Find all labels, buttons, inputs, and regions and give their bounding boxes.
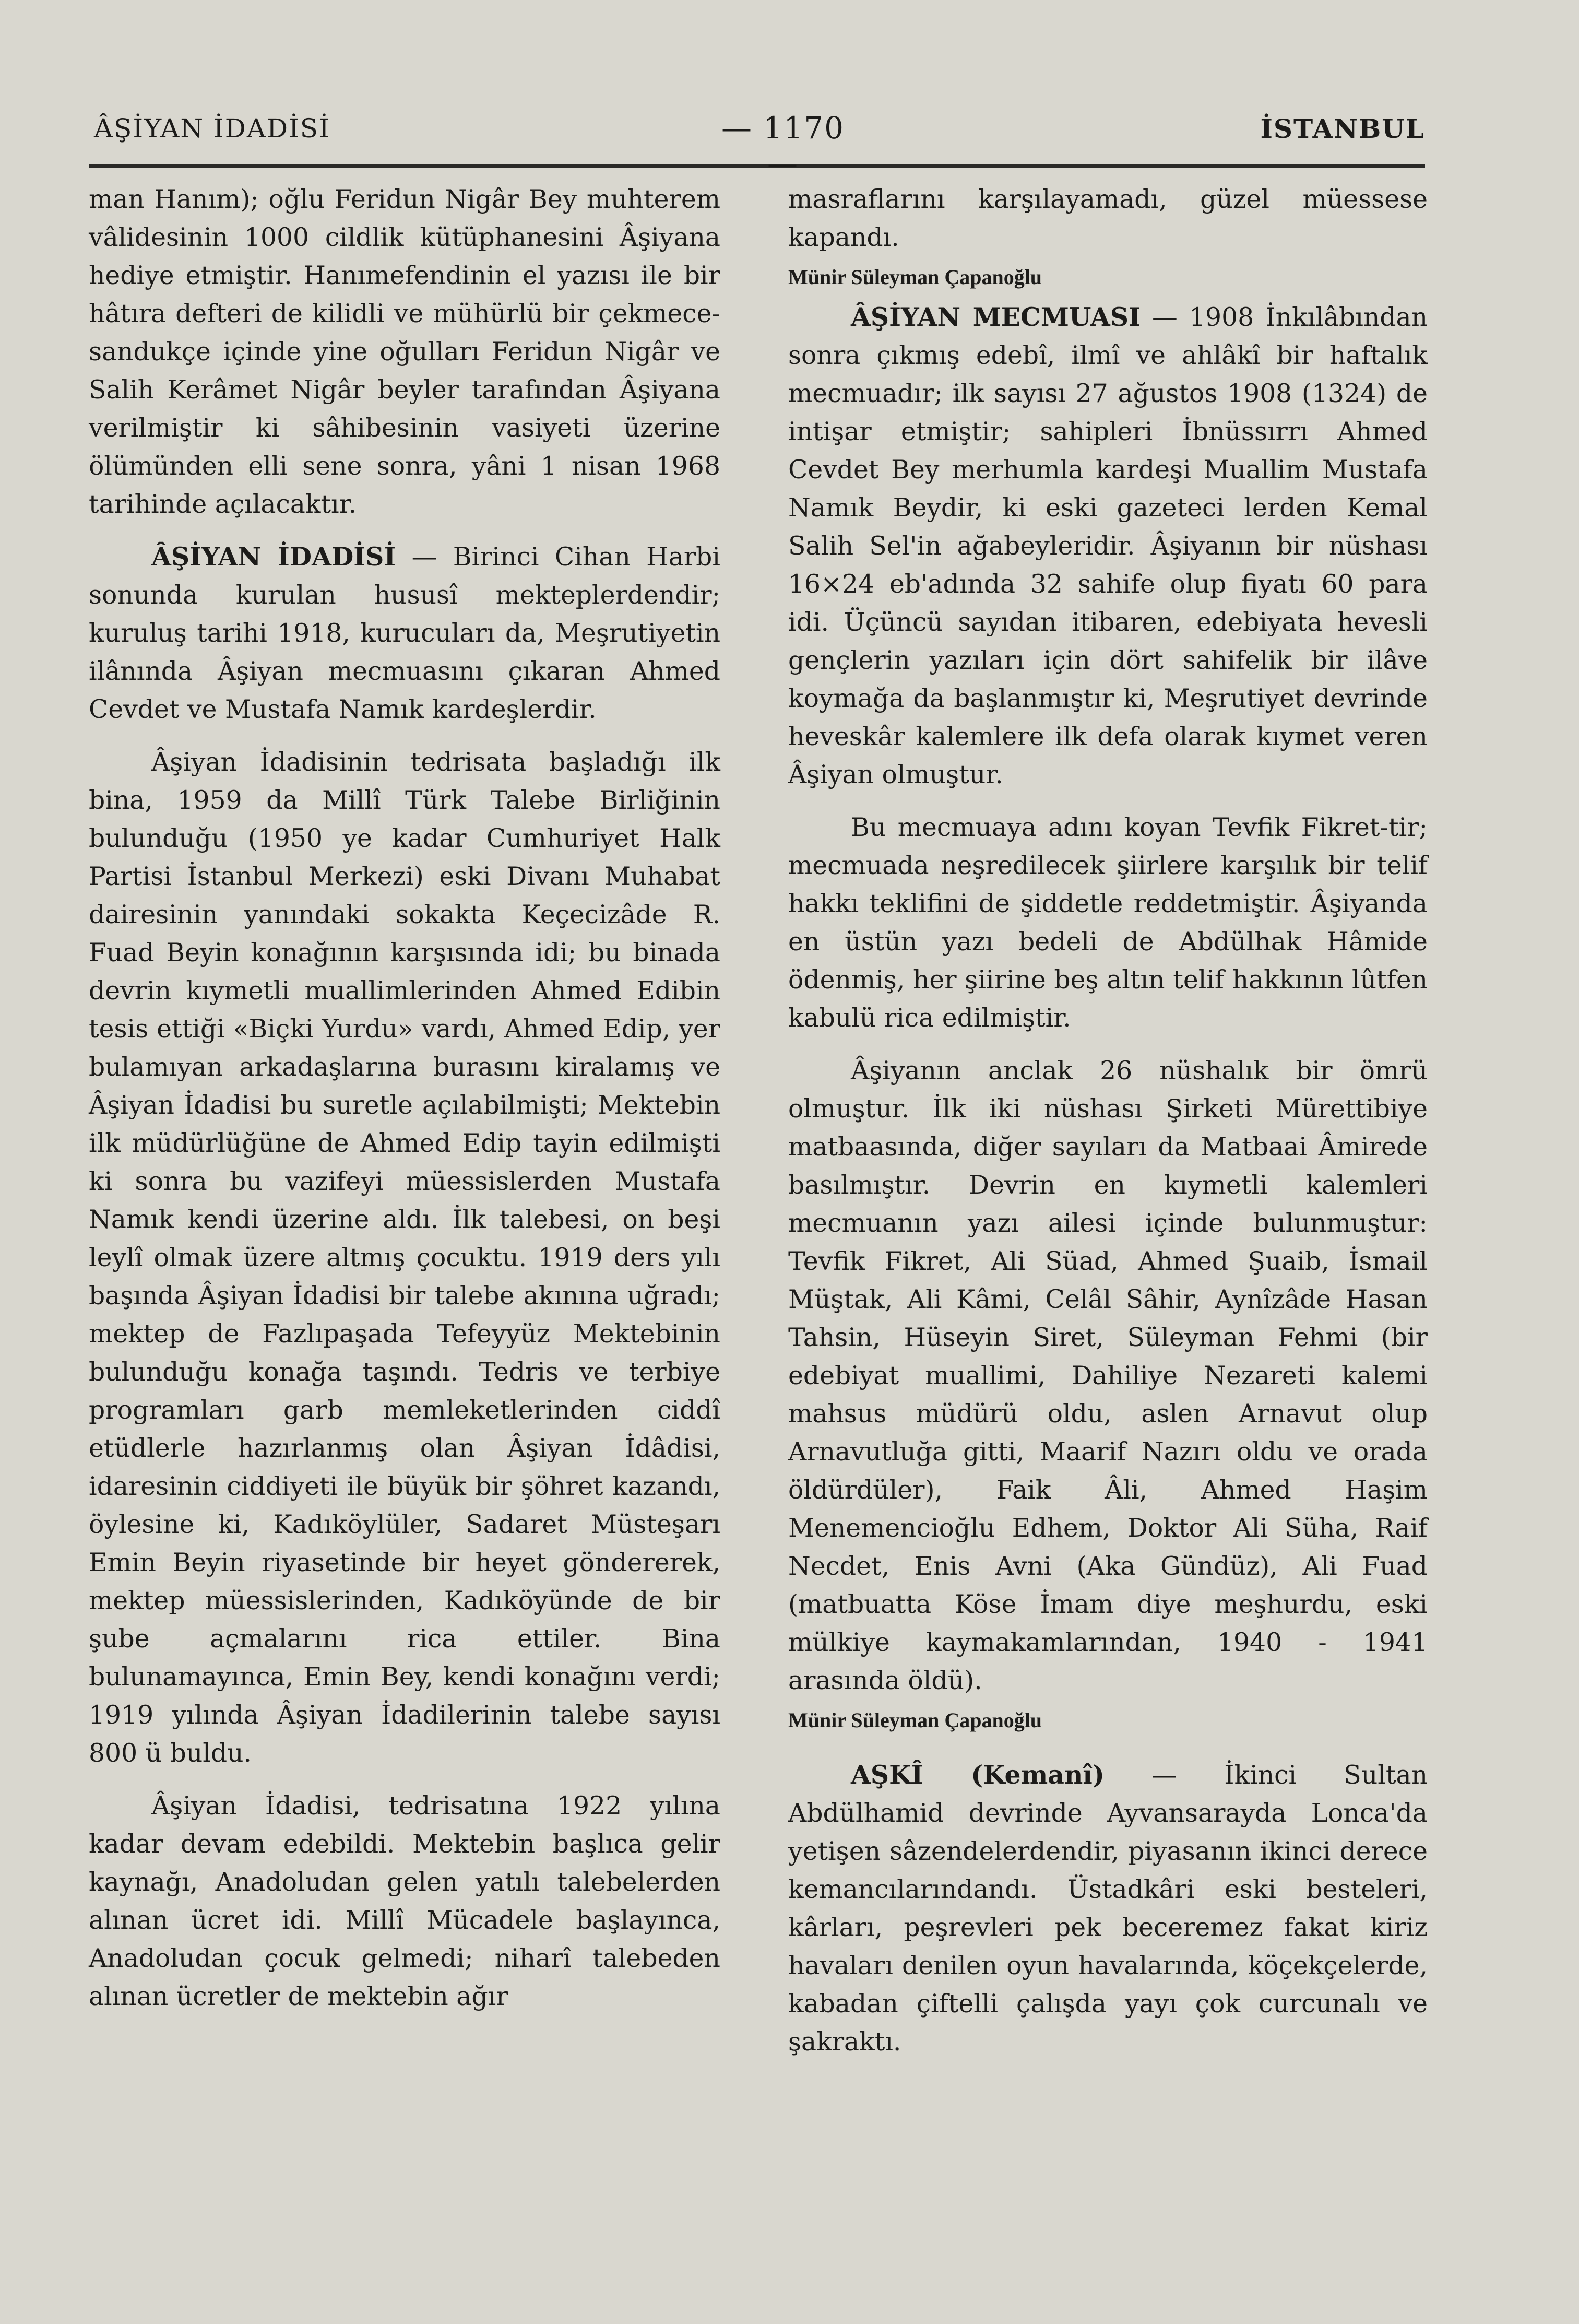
left-column: [89, 180, 720, 2015]
paragraph: Âşiyan İdadisinin tedrisata başladığı ilk bina, 1959 da Millî Türk Talebe Birliğinin bulunduğu (1950 ye kadar Cumhuriyet Halk Partisi İstanbul Merkezi) eski Divanı Muhabat dairesinin yanındaki sokakta Keçecizâde R. Fuad Beyin konağının karşısında idi; bu binada devrin kıymetli muallimlerinden Ahmed Edibin tesis ettiği «Biçki Yurdu» vardı, Ahmed Edip, yer bulamıyan arkadaşlarına burasını kiralamış ve Âşiyan İdadisi bu suretle açılabilmişti; Mektebin ilk müdürlüğüne de Ahmed Edip tayin edilmişti ki sonra bu vazifeyi müessislerden Mustafa Namık kendi üzerine aldı. İlk talebesi, on beşi leylî olmak üzere altmış çocuktu. 1919 ders yılı başında Âşiyan İdadisi bir talebe akınına uğradı; mektep de Fazlıpaşada Tefeyyüz Mektebinin bulunduğu konağa taşındı. Tedris ve terbiye programları garb memleketlerinden ciddî etüdlerle hazırlanmış olan Âşiyan İdâdisi, idaresinin ciddiyeti ile büyük bir şöhret kazandı, öylesine ki, Kadıköylüler, Sadaret Müsteşarı Emin Beyin riyasetinde bir heyet göndererek, mektep müessislerinden, Kadıköyünde de bir şube açmalarını rica ettiler. Bina bulunamayınca, Emin Bey, kendi konağını verdi; 1919 yılında Âşiyan İdadilerinin talebe sayısı 800 ü buldu.: [89, 747, 720, 1768]
entry-text: — 1908 İnkılâbından sonra çıkmış edebî, ilmî ve ahlâkî bir haftalık mecmuadır; ilk sayısı 27 ağustos 1908 (1324) de intişar etmiştir; sahipleri İbnüssırrı Ahmed Cevdet Bey merhumla kardeşi Muallim Mustafa Namık Beydir, ki eski gazeteci lerden Kemal Salih Sel'in ağabeyleridir. Âşiyanın bir nüshası 16×24 eb'adında 32 sahife olup fiyatı 60 para idi. Üçüncü sayıdan itibaren, edebiyata hevesli gençlerin yazıları için dört sahifelik bir ilâve koymağa da başlanmıştır ki, Meşrutiyet devrinde heveskâr kalemlere ilk defa olarak kıymet veren Âşiyan olmuştur.: [788, 302, 1428, 789]
entry-title: AŞKÎ (Kemanî): [851, 1760, 1105, 1790]
entry-asiyan-idadisi: [89, 538, 720, 728]
running-head-right: İSTANBUL: [1260, 113, 1425, 144]
entry-title: ÂŞİYAN İDADİSİ: [151, 541, 396, 572]
continued-paragraph: masraflarını karşılayamadı, güzel müessese kapandı.: [788, 184, 1428, 252]
page-header: [89, 107, 1425, 181]
paragraph: Âşiyan İdadisi, tedrisatına 1922 yılına kadar devam edebildi. Mektebin başlıca gelir kaynağı, Anadoludan gelen yatılı talebelerden alınan ücret idi. Millî Mücadele başlayınca, Anadoludan çocuk gelmedi; niharî talebeden alınan ücretler de mektebin ağır: [89, 1791, 720, 2011]
author-signature: Münir Süleyman Çapanoğlu: [788, 1708, 1042, 1732]
entry-text: — Birinci Cihan Harbi sonunda kurulan hususî mekteplerdendir; kuruluş tarihi 1918, kurucuları da, Meşrutiyetin ilânında Âşiyan mecmuasını çıkaran Ahmed Cevdet ve Mustafa Namık kardeşlerdir.: [89, 542, 720, 724]
continued-paragraph: man Hanım); oğlu Feridun Nigâr Bey muhterem vâlidesinin 1000 cildlik kütüphanesini Âşiyana hediye etmiştir. Hanımefendinin el yazısı ile bir hâtıra defteri de kilidli ve mühürlü bir çekmece-sandukçe içinde yine oğulları Feridun Nigâr ve Salih Kerâmet Nigâr beyler tarafından Âşiyana verilmiştir ki sâhibesinin vasiyeti üzerine ölümünden elli sene sonra, yâni 1 nisan 1968 tarihinde açılacaktır.: [89, 184, 720, 519]
entry-text: — İkinci Sultan Abdülhamid devrinde Ayvansarayda Lonca'da yetişen sâzendelerdendir, piyasanın ikinci derece kemancılarındandı. Üstadkâri eski besteleri, kârları, peşrevleri pek beceremez fakat kiriz havaları denilen oyun havalarında, köçekçelerde, kabadan çiftelli çalışda yayı çok curcunalı ve şakraktı.: [788, 1760, 1428, 2057]
running-head-left: ÂŞİYAN İDADİSİ: [94, 113, 330, 144]
entry-asiyan-mecmuasi: [788, 298, 1428, 794]
paragraph: Âşiyanın anclak 26 nüshalık bir ömrü olmuştur. İlk iki nüshası Şirketi Mürettibiye matbaasında, diğer sayıları da Matbaai Âmirede basılmıştır. Devrin en kıymetli kalemleri mecmuanın yazı ailesi içinde bulunmuştur: Tevfik Fikret, Ali Süad, Ahmed Şuaib, İsmail Müştak, Ali Kâmi, Celâl Sâhir, Aynîzâde Hasan Tahsin, Hüseyin Siret, Süleyman Fehmi (bir edebiyat muallimi, Dahiliye Nezareti kalemi mahsus müdürü oldu, aslen Arnavut olup Arnavutluğa gitti, Maarif Nazırı oldu ve orada öldürdüler), Faik Âli, Ahmed Haşim Menemencioğlu Edhem, Doktor Ali Süha, Raif Necdet, Enis Avni (Aka Gündüz), Ali Fuad (matbuatta Köse İmam diye meşhurdu, eski mülkiye kaymakamlarından, 1940 - 1941 arasında öldü).: [788, 1056, 1428, 1695]
entry-title: ÂŞİYAN MECMUASI: [851, 302, 1141, 332]
right-column: [788, 180, 1428, 2061]
author-signature: Münir Süleyman Çapanoğlu: [788, 265, 1042, 289]
page-number: — 1170 —: [721, 110, 845, 181]
paragraph: Bu mecmuaya adını koyan Tevfik Fikret-tir; mecmuada neşredilecek şiirlere karşılık bir telif hakkı teklifini de şiddetle reddetmiştir. Âşiyanda en üstün yazı bedeli de Abdülhak Hâmide ödenmiş, her şiirine beş altın telif hakkının lûtfen kabulü rica edilmiştir.: [788, 812, 1428, 1033]
entry-aski-kemani: [788, 1756, 1428, 2061]
